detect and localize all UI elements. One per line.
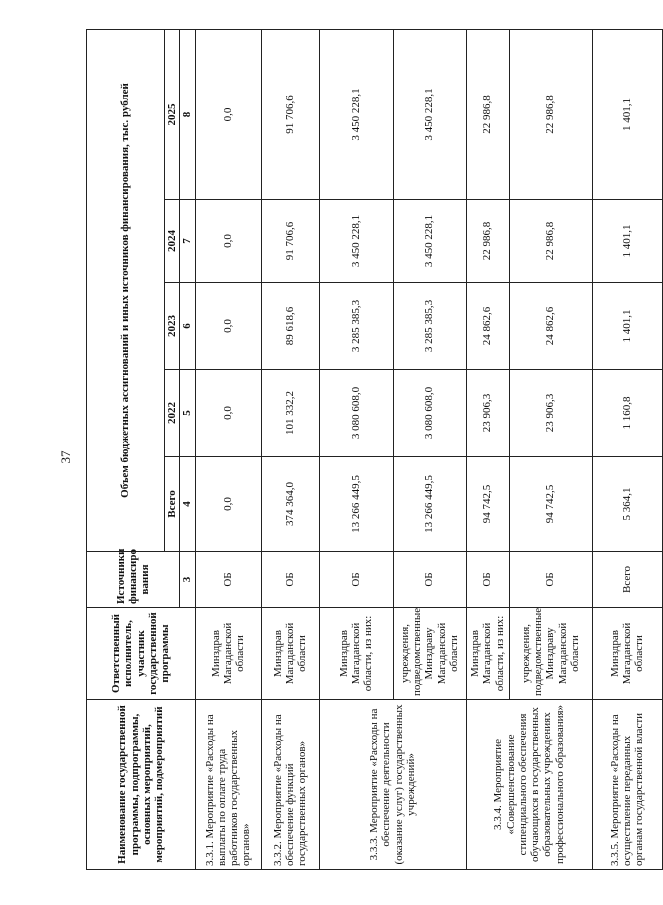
header-source: Источники финансиро вания xyxy=(87,552,180,608)
row-2024: 22 986,8 xyxy=(509,200,592,283)
row-total: 374 364,0 xyxy=(261,457,319,552)
row-source: ОБ xyxy=(261,552,319,608)
row-executor: Минздрав Магаданской области xyxy=(592,608,662,700)
rotated-table-container xyxy=(86,30,646,870)
page-number: 37 xyxy=(58,450,73,464)
row-total: 5 364,1 xyxy=(592,457,662,552)
col-number-7: 7 xyxy=(180,200,195,283)
row-2022: 3 080 608,0 xyxy=(393,370,466,457)
row-2023: 3 285 385,3 xyxy=(393,283,466,370)
row-executor: Минздрав Магаданской области xyxy=(195,608,261,700)
col-number-6: 6 xyxy=(180,283,195,370)
row-2025: 91 706,6 xyxy=(261,29,319,199)
row-2024: 91 706,6 xyxy=(261,200,319,283)
row-name: 3.3.3. Мероприятие «Расходы на обеспечение деятельности (оказание услуг) государственных учреждений» xyxy=(319,700,466,870)
header-total: Всего xyxy=(165,457,180,552)
row-2022: 1 160,8 xyxy=(592,370,662,457)
row-name: 3.3.1. Мероприятие «Расходы на выплаты по оплате труда работников государственных органов» xyxy=(195,700,261,870)
table-row xyxy=(319,29,393,869)
row-executor: Минздрав Магаданской области, из них: xyxy=(319,608,393,700)
row-2023: 24 862,6 xyxy=(509,283,592,370)
table-row xyxy=(261,29,319,869)
row-name: 3.3.2. Мероприятие «Расходы на обеспечение функций государственных органов» xyxy=(261,700,319,870)
col-number-3: 3 xyxy=(180,552,195,608)
row-2025: 22 986,8 xyxy=(466,29,509,199)
header-year-2022: 2022 xyxy=(165,370,180,457)
table-row xyxy=(592,29,662,869)
header-executor: Ответственный исполнитель, участник государственной программы xyxy=(87,608,196,700)
row-total: 94 742,5 xyxy=(466,457,509,552)
row-total: 13 266 449,5 xyxy=(393,457,466,552)
row-total: 0,0 xyxy=(195,457,261,552)
row-2022: 23 906,3 xyxy=(466,370,509,457)
row-2025: 3 450 228,1 xyxy=(393,29,466,199)
row-2023: 0,0 xyxy=(195,283,261,370)
row-2024: 0,0 xyxy=(195,200,261,283)
row-executor: учреждения, подведомственные Минздраву Магаданской области xyxy=(509,608,592,700)
header-volume: Объем бюджетных ассигнований и иных источников финансирования, тыс. рублей xyxy=(87,29,165,551)
row-total: 94 742,5 xyxy=(509,457,592,552)
table-row xyxy=(466,29,509,869)
row-source: ОБ xyxy=(319,552,393,608)
row-source: ОБ xyxy=(466,552,509,608)
row-source: ОБ xyxy=(195,552,261,608)
row-2025: 1 401,1 xyxy=(592,29,662,199)
header-name: Наименование государственной программы, подпрограммы, основных мероприятий, мероприятий, подмероприятий xyxy=(87,700,196,870)
col-number-8: 8 xyxy=(180,29,195,199)
row-2024: 22 986,8 xyxy=(466,200,509,283)
row-name: 3.3.4. Мероприятие «Совершенствование стипендиального обеспечения обучающихся в государственных образовательных учреждениях профессионального образования» xyxy=(466,700,592,870)
table-row xyxy=(195,29,261,869)
row-2022: 101 332,2 xyxy=(261,370,319,457)
row-2024: 1 401,1 xyxy=(592,200,662,283)
row-2025: 0,0 xyxy=(195,29,261,199)
row-2024: 3 450 228,1 xyxy=(319,200,393,283)
row-executor: Минздрав Магаданской области, из них: xyxy=(466,608,509,700)
row-source: Всего xyxy=(592,552,662,608)
col-number-4: 4 xyxy=(180,457,195,552)
header-year-2025: 2025 xyxy=(165,29,180,199)
header-year-2024: 2024 xyxy=(165,200,180,283)
row-2023: 24 862,6 xyxy=(466,283,509,370)
header-year-2023: 2023 xyxy=(165,283,180,370)
row-2022: 3 080 608,0 xyxy=(319,370,393,457)
row-2023: 89 618,6 xyxy=(261,283,319,370)
row-2022: 0,0 xyxy=(195,370,261,457)
row-2025: 3 450 228,1 xyxy=(319,29,393,199)
col-number-5: 5 xyxy=(180,370,195,457)
row-executor: учреждения, подведомственные Минздраву Магаданской области xyxy=(393,608,466,700)
row-2023: 1 401,1 xyxy=(592,283,662,370)
row-2023: 3 285 385,3 xyxy=(319,283,393,370)
row-executor: Минздрав Магаданской области xyxy=(261,608,319,700)
row-2025: 22 986,8 xyxy=(509,29,592,199)
row-total: 13 266 449,5 xyxy=(319,457,393,552)
row-source: ОБ xyxy=(509,552,592,608)
row-source: ОБ xyxy=(393,552,466,608)
financing-table xyxy=(86,29,663,870)
row-2022: 23 906,3 xyxy=(509,370,592,457)
row-2024: 3 450 228,1 xyxy=(393,200,466,283)
row-name: 3.3.5. Мероприятие «Расходы на осуществление переданных органам государственной власти xyxy=(592,700,662,870)
